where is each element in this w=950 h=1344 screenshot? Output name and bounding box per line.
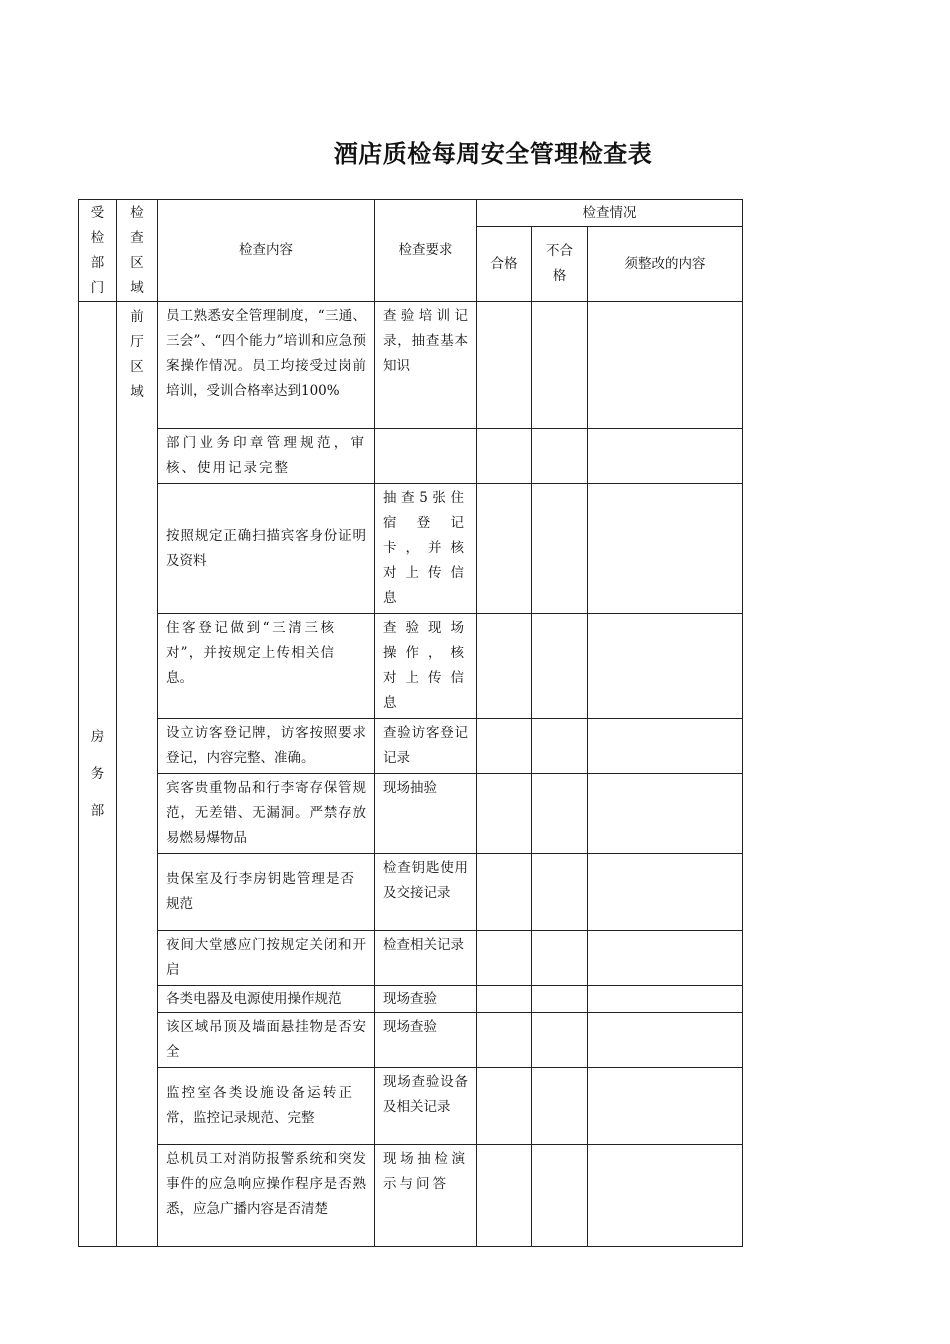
pass-cell [477,484,532,614]
pass-cell [477,429,532,484]
pass-cell [477,774,532,854]
header-pass: 合格 [477,227,532,302]
check-requirement: 现场查验 [375,986,477,1013]
fix-cell [588,1068,743,1145]
dept-char: 务 [90,765,105,782]
fix-cell [588,1013,743,1068]
fail-cell [532,429,588,484]
check-content: 按照规定正确扫描宾客身份证明及资料 [158,484,375,614]
fix-cell [588,854,743,931]
pass-cell [477,1013,532,1068]
header-dept [79,200,117,302]
area-char: 区 [130,359,144,375]
check-requirement: 抽查5张住宿登记卡，并核对上传信息 [375,484,477,614]
check-requirement: 查验现场操作，核对上传信息 [375,614,477,719]
check-content: 住客登记做到“三清三核对”，并按规定上传相关信息。 [158,614,375,719]
check-content: 宾客贵重物品和行李寄存保管规范，无差错、无漏洞。严禁存放易燃易爆物品 [158,774,375,854]
table-row [79,854,743,931]
fix-cell [588,986,743,1013]
pass-cell [477,302,532,429]
pass-cell [477,1145,532,1247]
check-content: 总机员工对消防报警系统和突发事件的应急响应操作程序是否熟悉，应急广播内容是否清楚 [158,1145,375,1247]
area-char: 厅 [130,334,144,350]
fail-cell [532,931,588,986]
check-content: 该区域吊顶及墙面悬挂物是否安全 [158,1013,375,1068]
header-dept-char: 受 [90,204,105,221]
area-cell [117,302,158,1247]
page-title: 酒店质检每周安全管理检查表 [333,139,653,168]
header-fix: 须整改的内容 [588,227,743,302]
dept-char: 部 [90,802,105,819]
check-requirement: 现场抽验 [375,774,477,854]
check-content: 部门业务印章管理规范，审核、使用记录完整 [158,429,375,484]
check-content: 设立访客登记牌，访客按照要求登记，内容完整、准确。 [158,719,375,774]
header-area-char: 查 [130,229,144,246]
check-content: 监控室各类设施设备运转正常，监控记录规范、完整 [158,1068,375,1145]
check-requirement: 现场查验 [375,1013,477,1068]
pass-cell [477,614,532,719]
fix-cell [588,614,743,719]
check-requirement: 现场抽检演示与问答 [375,1145,477,1247]
header-dept-char: 门 [90,279,105,296]
fix-cell [588,774,743,854]
table-row [79,614,743,719]
fail-cell [532,1145,588,1247]
table-row [79,302,743,429]
header-fail: 不合格 [532,227,588,302]
dept-cell [79,302,117,1247]
header-dept-char: 检 [90,229,105,246]
fail-cell [532,854,588,931]
fix-cell [588,302,743,429]
check-requirement: 检查钥匙使用及交接记录 [375,854,477,931]
table-row [79,429,743,484]
dept-char: 房 [90,728,105,745]
check-requirement: 查验培训记录，抽查基本知识 [375,302,477,429]
check-content: 员工熟悉安全管理制度，“三通、三会”、“四个能力”培训和应急预案操作情况。员工均接受过岗前培训，受训合格率达到100% [158,302,375,429]
fail-cell [532,1013,588,1068]
fix-cell [588,719,743,774]
pass-cell [477,986,532,1013]
header-area-char: 检 [130,204,144,221]
header-area [117,200,158,302]
table-row [79,1145,743,1247]
pass-cell [477,931,532,986]
pass-cell [477,719,532,774]
table-row [79,719,743,774]
inspection-table [78,199,743,1247]
fix-cell [588,931,743,986]
check-requirement: 现场查验设备及相关记录 [375,1068,477,1145]
table-row [79,774,743,854]
check-content: 贵保室及行李房钥匙管理是否规范 [158,854,375,931]
table-row [79,484,743,614]
fail-cell [532,614,588,719]
area-char: 前 [130,309,144,325]
table-row [79,986,743,1013]
fail-cell [532,986,588,1013]
header-requirement: 检查要求 [375,200,477,302]
fix-cell [588,429,743,484]
pass-cell [477,854,532,931]
header-dept-char: 部 [90,254,105,271]
fail-cell [532,719,588,774]
fail-cell [532,302,588,429]
header-area-char: 区 [130,254,144,271]
fail-cell [532,1068,588,1145]
table-row [79,1013,743,1068]
table-row [79,1068,743,1145]
pass-cell [477,1068,532,1145]
header-content: 检查内容 [158,200,375,302]
check-requirement [375,429,477,484]
area-char: 域 [130,384,144,400]
fix-cell [588,484,743,614]
table-row [79,931,743,986]
fail-cell [532,484,588,614]
header-status: 检查情况 [477,200,743,227]
check-requirement: 查验访客登记记录 [375,719,477,774]
header-area-char: 域 [130,279,144,296]
check-content: 夜间大堂感应门按规定关闭和开启 [158,931,375,986]
fail-cell [532,774,588,854]
check-content: 各类电器及电源使用操作规范 [158,986,375,1013]
header-row-1 [79,200,743,227]
fix-cell [588,1145,743,1247]
check-requirement: 检查相关记录 [375,931,477,986]
